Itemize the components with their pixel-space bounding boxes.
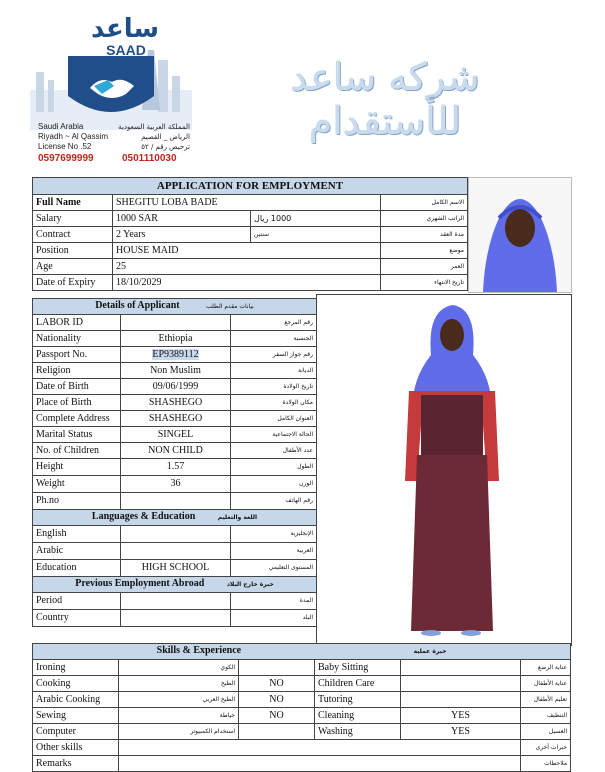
row-other-skills — [33, 740, 571, 756]
label: Salary — [33, 211, 113, 227]
value: NON CHILD — [121, 443, 231, 459]
label: Period — [33, 593, 121, 610]
label-ar: مدة العقد — [381, 227, 468, 243]
skill-label: Computer — [33, 724, 119, 740]
skill-value — [401, 660, 521, 676]
full-body-image — [317, 295, 571, 645]
value: SINGEL — [121, 427, 231, 443]
label-ar: ملاحظات — [521, 756, 571, 772]
details-row — [33, 395, 317, 411]
skill-label-ar: التنظيف — [521, 708, 571, 724]
label-ar: موضع — [381, 243, 468, 259]
skill-value — [239, 724, 315, 740]
skill-label-ar: الطبخ العربي — [119, 692, 239, 708]
label-ar: تاريخ الولادة — [231, 379, 317, 395]
value: Ethiopia — [121, 331, 231, 347]
label-ar: الحالة الاجتماعية — [231, 427, 317, 443]
country-ar: المملكة العربية السعودية — [118, 123, 190, 131]
previous-header — [33, 577, 317, 593]
skill-label-ar: استخدام الكمبيوتر — [119, 724, 239, 740]
label: Position — [33, 243, 113, 259]
value — [121, 543, 231, 560]
label: Date of Expiry — [33, 275, 113, 291]
value — [121, 610, 231, 627]
row-salary — [33, 211, 468, 227]
label: Remarks — [33, 756, 119, 772]
row-age — [33, 259, 468, 275]
value: SHEGITU LOBA BADE — [113, 195, 381, 211]
details-row — [33, 493, 317, 510]
passport-number-highlight: EP9389112 — [152, 348, 199, 360]
skill-label: Ironing — [33, 660, 119, 676]
value — [121, 493, 231, 510]
label: Height — [33, 459, 121, 476]
label-ar: المستوى التعليمي — [231, 560, 317, 577]
skills-table — [32, 643, 571, 772]
value-ar: سنتين — [251, 227, 381, 243]
country-en: Saudi Arabia — [38, 122, 84, 131]
value: HOUSE MAID — [113, 243, 381, 259]
label-ar: رقم المرجع — [231, 315, 317, 331]
application-title: APPLICATION FOR EMPLOYMENT — [33, 178, 468, 195]
previous-row — [33, 593, 317, 610]
logo-english-text: SAAD — [106, 42, 146, 58]
value: 18/10/2029 — [113, 275, 381, 291]
details-row — [33, 347, 317, 363]
skill-label-ar: الطبخ — [119, 676, 239, 692]
city-ar: الرياض _ القصيم — [141, 133, 190, 141]
previous-title-ar: خبرة خارج البلاد — [226, 581, 274, 588]
label-ar: الجنسية — [231, 331, 317, 347]
row-remarks — [33, 756, 571, 772]
value — [121, 315, 231, 331]
details-title: Details of Applicant — [95, 300, 180, 311]
value: 09/06/1999 — [121, 379, 231, 395]
city-en: Riyadh ~ Al Qassim — [38, 132, 109, 141]
details-row — [33, 427, 317, 443]
details-row — [33, 476, 317, 493]
label: Education — [33, 560, 121, 577]
phone-1: 0597699999 — [38, 153, 94, 164]
address-english — [38, 122, 108, 152]
details-row — [33, 443, 317, 459]
details-row — [33, 331, 317, 347]
portrait-photo — [468, 177, 572, 293]
logo-arabic-text: ساعد — [90, 14, 160, 44]
details-row — [33, 315, 317, 331]
skills-row — [33, 660, 571, 676]
languages-header — [33, 510, 317, 526]
label: Weight — [33, 476, 121, 493]
value: 36 — [121, 476, 231, 493]
label: Age — [33, 259, 113, 275]
details-row — [33, 411, 317, 427]
details-table — [32, 298, 317, 627]
language-row — [33, 526, 317, 543]
value: HIGH SCHOOL — [121, 560, 231, 577]
label: Country — [33, 610, 121, 627]
label-ar: مكان الولادة — [231, 395, 317, 411]
skill-label: Cooking — [33, 676, 119, 692]
skill-label-ar: الكوي — [119, 660, 239, 676]
details-row — [33, 379, 317, 395]
value — [121, 593, 231, 610]
language-row — [33, 543, 317, 560]
row-contract — [33, 227, 468, 243]
details-row — [33, 459, 317, 476]
value: SHASHEGO — [121, 411, 231, 427]
skill-label-ar: عناية الرضع — [521, 660, 571, 676]
skill-label-ar: عناية الأطفال — [521, 676, 571, 692]
skill-value: YES — [401, 708, 521, 724]
skills-row — [33, 692, 571, 708]
company-name: شركه ساعد للأستقدام — [290, 55, 480, 143]
skills-title: Skills & Experience — [156, 645, 242, 656]
label: Ph.no — [33, 493, 121, 510]
value: SHASHEGO — [121, 395, 231, 411]
row-date-of-expiry — [33, 275, 468, 291]
label-ar: العمر — [381, 259, 468, 275]
phone-2: 0501110030 — [122, 153, 177, 164]
skill-label-ar: خياطة — [119, 708, 239, 724]
skill-value: NO — [239, 676, 315, 692]
skill-label-ar: تعليم الأطفال — [521, 692, 571, 708]
address-arabic — [112, 122, 190, 152]
label-ar: العنوان الكامل — [231, 411, 317, 427]
skills-row — [33, 676, 571, 692]
value: 2 Years — [113, 227, 251, 243]
value — [121, 526, 231, 543]
languages-title-ar: اللغة والتعليم — [217, 514, 258, 521]
skill-value: NO — [239, 708, 315, 724]
skill-value — [401, 692, 521, 708]
skill-label: Baby Sitting — [315, 660, 401, 676]
label-ar: الديانة — [231, 363, 317, 379]
skill-label: Children Care — [315, 676, 401, 692]
label-ar: الوزن — [231, 476, 317, 493]
full-body-photo — [316, 294, 572, 646]
label-ar: خبرات أخرى — [521, 740, 571, 756]
details-title-ar: بيانات مقدم الطلب — [206, 303, 254, 310]
license-ar: ترخيص رقم / ٥٢ — [141, 143, 190, 151]
label: Date of Birth — [33, 379, 121, 395]
label: No. of Children — [33, 443, 121, 459]
label-ar: المدة — [231, 593, 317, 610]
license-en: License No .52 — [38, 142, 92, 151]
skill-value: YES — [401, 724, 521, 740]
label: Contract — [33, 227, 113, 243]
skills-header — [33, 644, 571, 660]
label-ar: العربية — [231, 543, 317, 560]
skills-row — [33, 724, 571, 740]
label: Marital Status — [33, 427, 121, 443]
label: Passport No. — [33, 347, 121, 363]
value: 25 — [113, 259, 381, 275]
details-row — [33, 363, 317, 379]
application-table — [32, 177, 468, 291]
languages-title: Languages & Education — [91, 511, 196, 522]
label-ar: الراتب الشهري — [381, 211, 468, 227]
skill-value: NO — [239, 692, 315, 708]
skill-value — [401, 676, 521, 692]
portrait-image — [469, 178, 571, 292]
value: 1.57 — [121, 459, 231, 476]
skills-title-ar: خبرة عملية — [413, 648, 447, 655]
row-position — [33, 243, 468, 259]
label-ar: الإنجليزية — [231, 526, 317, 543]
label: Arabic — [33, 543, 121, 560]
skill-label: Sewing — [33, 708, 119, 724]
value — [121, 347, 231, 363]
label-ar: البلد — [231, 610, 317, 627]
previous-title: Previous Employment Abroad — [75, 578, 205, 589]
skill-label: Tutoring — [315, 692, 401, 708]
label-ar: الاسم الكامل — [381, 195, 468, 211]
label: Place of Birth — [33, 395, 121, 411]
skill-label-ar: الغسيل — [521, 724, 571, 740]
label: English — [33, 526, 121, 543]
label: Religion — [33, 363, 121, 379]
skills-row — [33, 708, 571, 724]
label-ar: عدد الأطفال — [231, 443, 317, 459]
label-ar: تاريخ الانتهاء — [381, 275, 468, 291]
label-ar: رقم جواز السفر — [231, 347, 317, 363]
row-full-name — [33, 195, 468, 211]
language-row — [33, 560, 317, 577]
label-ar: رقم الهاتف — [231, 493, 317, 510]
label: LABOR ID — [33, 315, 121, 331]
label: Nationality — [33, 331, 121, 347]
label: Complete Address — [33, 411, 121, 427]
value-ar: 1000 ريال — [251, 211, 381, 227]
previous-row — [33, 610, 317, 627]
label-ar: الطول — [231, 459, 317, 476]
value: Non Muslim — [121, 363, 231, 379]
skill-label: Washing — [315, 724, 401, 740]
label: Other skills — [33, 740, 119, 756]
skill-label: Arabic Cooking — [33, 692, 119, 708]
details-header — [33, 299, 317, 315]
skill-value — [239, 660, 315, 676]
label: Full Name — [33, 195, 113, 211]
skill-label: Cleaning — [315, 708, 401, 724]
value: 1000 SAR — [113, 211, 251, 227]
